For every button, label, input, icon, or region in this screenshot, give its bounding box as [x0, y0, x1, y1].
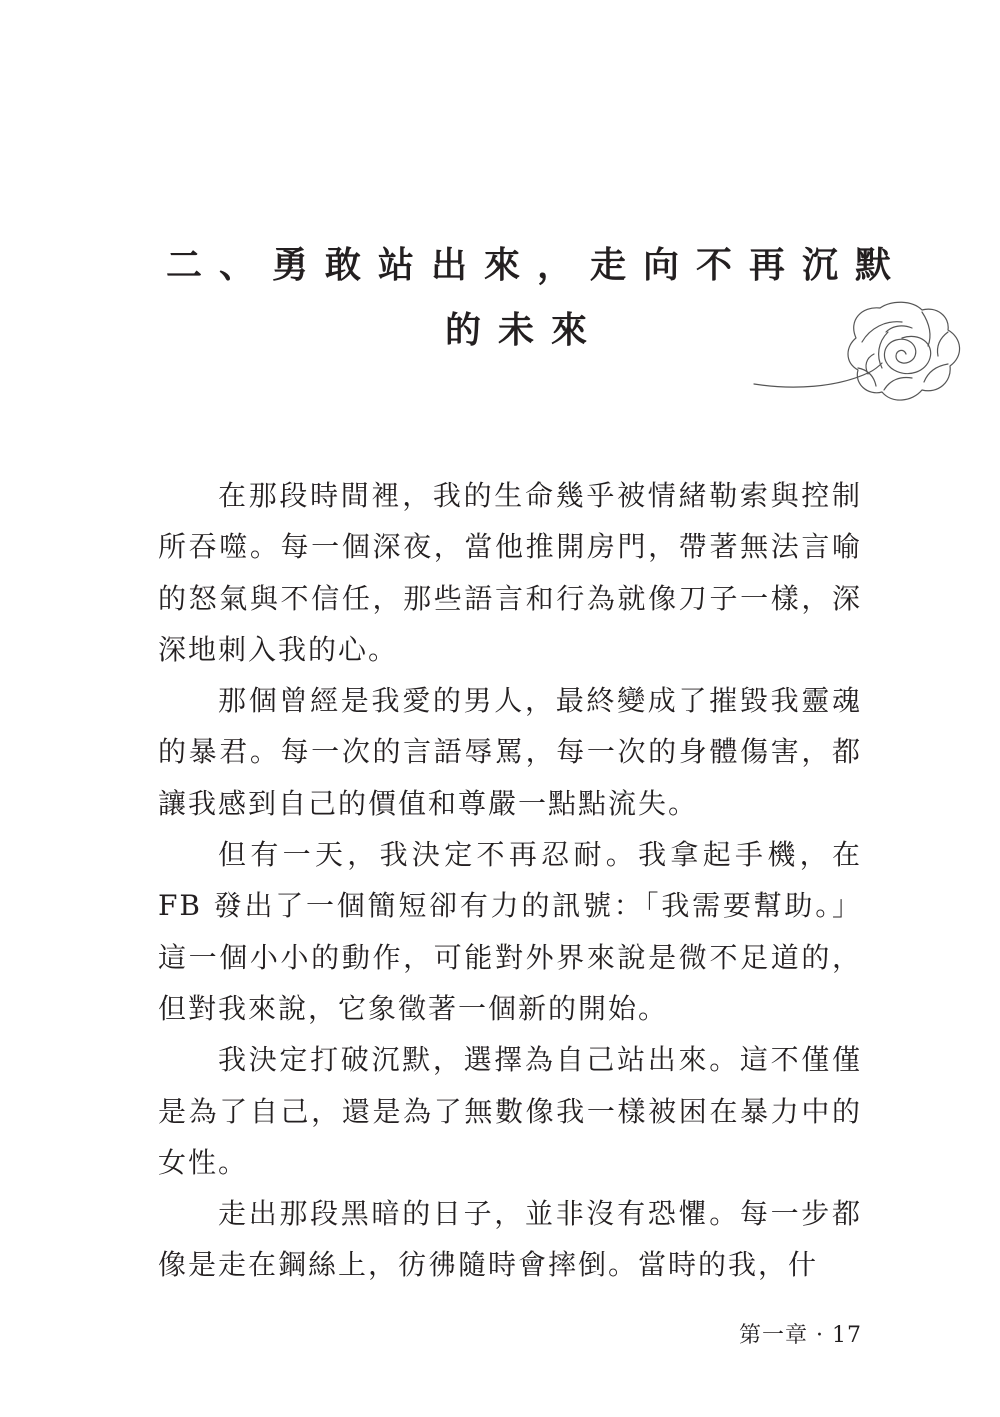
title-line-2: 的未來 [445, 310, 605, 351]
paragraph-5: 走出那段黑暗的日子，並非沒有恐懼。每一步都像是走在鋼絲上，彷彿隨時會摔倒。當時的我，什 [158, 1197, 862, 1282]
paragraph-4: 我決定打破沉默，選擇為自己站出來。這不僅僅是為了自己，還是為了無數像我一樣被困在暴力中的女性。 [158, 1043, 862, 1179]
footer-separator: · [816, 1323, 824, 1348]
paragraph-2: 那個曾經是我愛的男人，最終變成了摧毀我靈魂的暴君。每一次的言語辱罵，每一次的身體傷害，都讓我感到自己的價值和尊嚴一點點流失。 [158, 684, 862, 820]
title-line-1: 二、勇敢站出來，走向不再沉默 [166, 245, 909, 286]
rose-line-drawing-icon [752, 298, 978, 408]
paragraph-1: 在那段時間裡，我的生命幾乎被情緒勒索與控制所吞噬。每一個深夜，當他推開房門，帶著無法言喻的怒氣與不信任，那些語言和行為就像刀子一樣，深深地刺入我的心。 [158, 479, 862, 666]
page-footer [739, 1318, 862, 1349]
chapter-label: 第一章 [738, 1323, 808, 1348]
paragraph-3: 但有一天，我決定不再忍耐。我拿起手機，在 FB 發出了一個簡短卻有力的訊號：「我需要幫助。」這一個小小的動作，可能對外界來說是微不足道的，但對我來說，它象徵著一個新的開始。 [158, 838, 862, 1025]
page-number: 17 [832, 1323, 862, 1348]
body-text [158, 470, 862, 1291]
